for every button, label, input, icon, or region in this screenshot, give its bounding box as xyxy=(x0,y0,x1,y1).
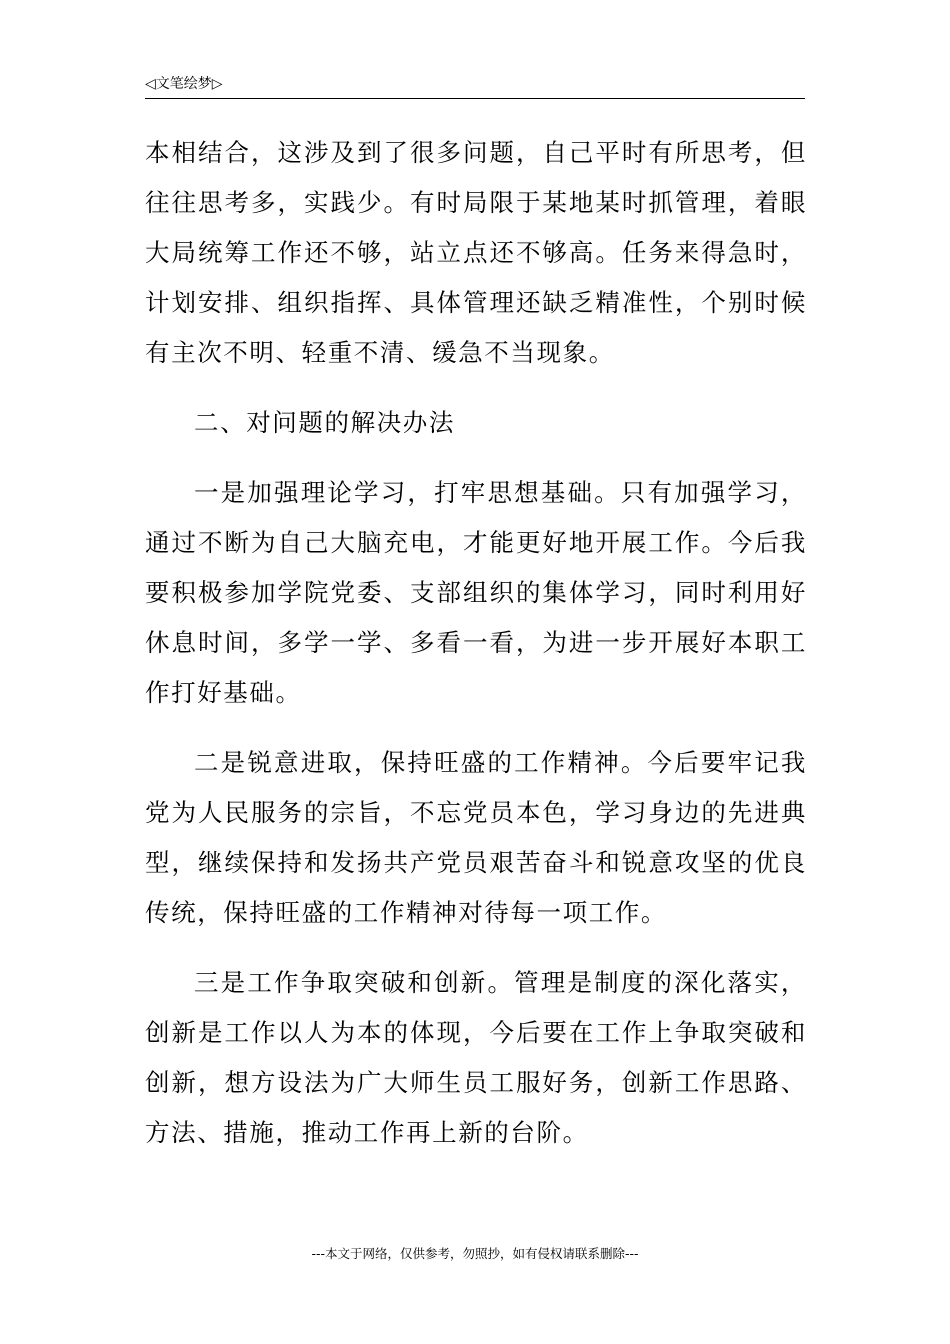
left-triangle-icon: ◁ xyxy=(145,76,156,92)
document-body xyxy=(145,128,807,1178)
header-title: 文笔绘梦 xyxy=(155,76,212,92)
paragraph-enterprising: 二是锐意进取，保持旺盛的工作精神。今后要牢记我党为人民服务的宗旨，不忘党员本色，学习身边的先进典型，继续保持和发扬共产党员艰苦奋斗和锐意攻坚的优良传统，保持旺盛的工作精神对待每一项工作。 xyxy=(145,748,807,927)
paragraph-innovation: 三是工作争取突破和创新。管理是制度的深化落实，创新是工作以人为本的体现，今后要在工作上争取突破和创新，想方设法为广大师生员工服好务，创新工作思路、方法、措施，推动工作再上新的台阶。 xyxy=(145,968,807,1147)
right-triangle-icon: ▷ xyxy=(211,76,223,92)
section-heading: 二、对问题的解决办法 xyxy=(194,408,455,437)
page-footer: ---本文于网络，仅供参考，勿照抄，如有侵权请联系删除--- xyxy=(311,1246,639,1261)
paragraph-continuation: 本相结合，这涉及到了很多问题，自己平时有所思考，但往往思考多，实践少。有时局限于某地某时抓管理，着眼大局统筹工作还不够，站立点还不够高。任务来得急时，计划安排、组织指挥、具体管理还缺乏精准性，个别时候有主次不明、轻重不清、缓急不当现象。 xyxy=(145,138,807,367)
paragraph-theory-study: 一是加强理论学习，打牢思想基础。只有加强学习，通过不断为自己大脑充电，才能更好地开展工作。今后我要积极参加学院党委、支部组织的集体学习，同时利用好休息时间，多学一学、多看一看，为进一步开展好本职工作打好基础。 xyxy=(145,478,807,707)
page-header xyxy=(145,74,805,99)
